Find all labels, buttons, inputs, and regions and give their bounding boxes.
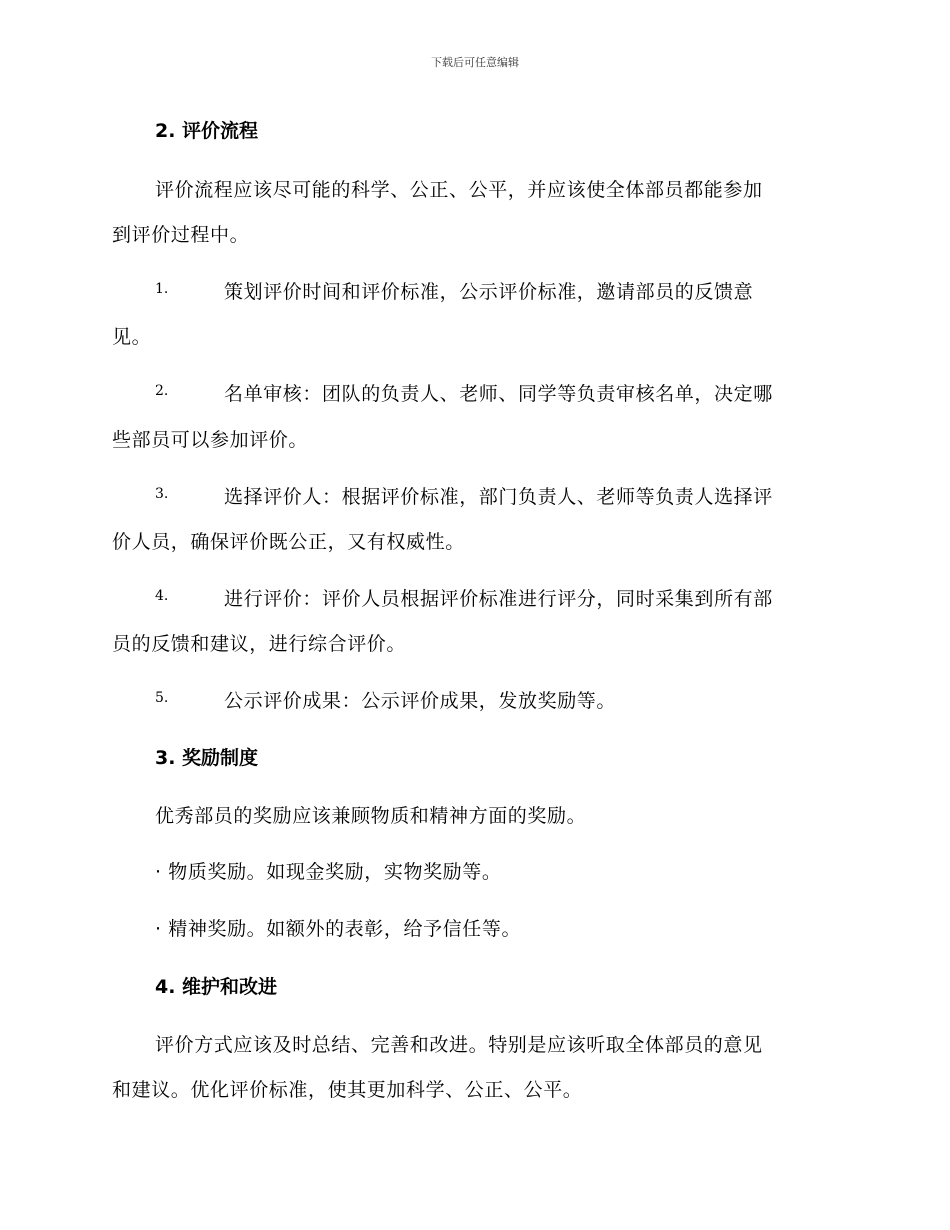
list-item-text: 名单审核：团队的负责人、老师、同学等负责审核名单，决定哪 — [224, 383, 773, 405]
list-item-text: 策划评价时间和评价标准，公示评价标准，邀请部员的反馈意 — [224, 281, 754, 303]
section-heading-reward-system: 3. 奖励制度 — [155, 747, 259, 769]
list-item-number: 1. — [155, 281, 169, 297]
paragraph-line: 优秀部员的奖励应该兼顾物质和精神方面的奖励。 — [155, 805, 587, 827]
section-heading-maintenance: 4. 维护和改进 — [155, 976, 278, 998]
page-header: 下载后可任意编辑 — [431, 56, 519, 69]
paragraph-line: 到评价过程中。 — [112, 224, 250, 246]
list-item-number: 2. — [155, 383, 169, 399]
list-item-continuation: 见。 — [112, 326, 152, 348]
paragraph-line: 评价方式应该及时总结、完善和改进。特别是应该听取全体部员的意见 — [155, 1034, 763, 1056]
list-item-text: 进行评价：评价人员根据评价标准进行评分，同时采集到所有部 — [224, 588, 773, 610]
list-item-continuation: 价人员，确保评价既公正，又有权威性。 — [112, 531, 465, 553]
list-item-number: 5. — [155, 690, 169, 706]
paragraph-line: 评价流程应该尽可能的科学、公正、公平，并应该使全体部员都能参加 — [155, 179, 763, 201]
bullet-item: · 精神奖励。如额外的表彰，给予信任等。 — [155, 918, 522, 940]
paragraph-line: 和建议。优化评价标准，使其更加科学、公正、公平。 — [112, 1079, 583, 1101]
list-item-continuation: 员的反馈和建议，进行综合评价。 — [112, 633, 407, 655]
list-item-number: 4. — [155, 588, 169, 604]
list-item-continuation: 些部员可以参加评价。 — [112, 429, 309, 451]
list-item-text: 选择评价人：根据评价标准，部门负责人、老师等负责人选择评 — [224, 486, 773, 508]
bullet-item: · 物质奖励。如现金奖励，实物奖励等。 — [155, 861, 502, 883]
list-item-text: 公示评价成果：公示评价成果，发放奖励等。 — [224, 690, 617, 712]
section-heading-evaluation-process: 2. 评价流程 — [155, 120, 259, 142]
list-item-number: 3. — [155, 486, 169, 502]
